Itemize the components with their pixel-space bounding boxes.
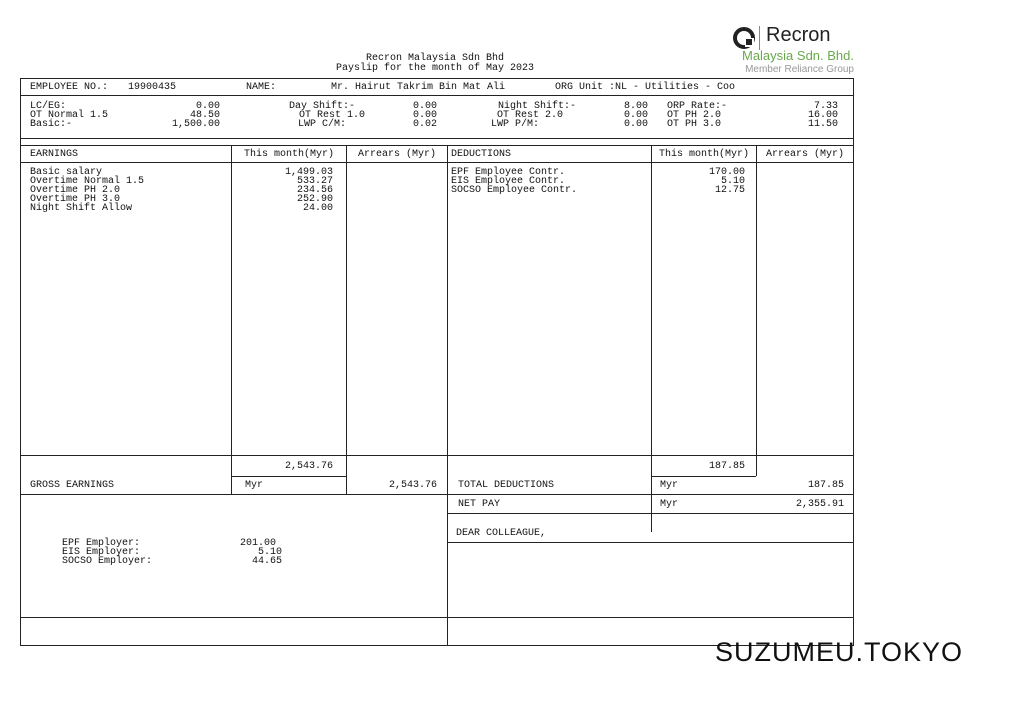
attendance-label: ORP Rate:- bbox=[667, 101, 728, 112]
deduction-label: EIS Employee Contr. bbox=[451, 176, 566, 187]
earning-label: Overtime Normal 1.5 bbox=[30, 176, 145, 187]
gross-earnings-value: 2,543.76 bbox=[388, 480, 437, 491]
attendance-label: OT PH 2.0 bbox=[667, 110, 722, 121]
attendance-label: OT Normal 1.5 bbox=[30, 110, 109, 121]
watermark: SUZUMEU.TOKYO bbox=[715, 637, 964, 667]
employer-label: EIS Employer: bbox=[62, 547, 141, 558]
attendance-value: 0.00 bbox=[412, 101, 437, 112]
employee-no-value: 19900435 bbox=[128, 82, 177, 93]
payslip-title: Payslip for the month of May 2023 bbox=[335, 63, 535, 74]
gross-earnings-label: GROSS EARNINGS bbox=[30, 480, 115, 491]
deduction-label: SOCSO Employee Contr. bbox=[451, 185, 578, 196]
earning-label: Overtime PH 3.0 bbox=[30, 194, 121, 205]
attendance-value: 7.33 bbox=[813, 101, 838, 112]
earnings-this-month-header: This month(Myr) bbox=[243, 149, 334, 160]
deduction-amount: 5.10 bbox=[720, 176, 745, 187]
attendance-value: 0.00 bbox=[623, 110, 648, 121]
earning-label: Overtime PH 2.0 bbox=[30, 185, 121, 196]
employee-name-label: NAME: bbox=[246, 82, 277, 93]
attendance-label: Basic:- bbox=[30, 119, 73, 130]
company-logo bbox=[730, 24, 855, 78]
attendance-label: Night Shift:- bbox=[497, 101, 576, 112]
net-pay-label: NET PAY bbox=[458, 499, 501, 510]
attendance-value: 48.50 bbox=[189, 110, 220, 121]
attendance-value: 0.02 bbox=[412, 119, 437, 130]
earnings-subtotal: 2,543.76 bbox=[284, 461, 333, 472]
earning-label: Night Shift Allow bbox=[30, 203, 133, 214]
company-name: Recron Malaysia Sdn Bhd bbox=[365, 53, 505, 64]
deductions-this-month-header: This month(Myr) bbox=[658, 149, 749, 160]
deductions-arrears-header: Arrears (Myr) bbox=[765, 149, 844, 160]
attendance-label: LC/EG: bbox=[30, 101, 67, 112]
total-deductions-value: 187.85 bbox=[807, 480, 844, 491]
attendance-value: 8.00 bbox=[623, 101, 648, 112]
message: DEAR COLLEAGUE, bbox=[456, 528, 547, 539]
attendance-label: OT Rest 2.0 bbox=[496, 110, 563, 121]
attendance-value: 1,500.00 bbox=[171, 119, 220, 130]
earning-amount: 252.90 bbox=[296, 194, 333, 205]
employee-no-label: EMPLOYEE NO.: bbox=[30, 82, 109, 93]
deduction-label: EPF Employee Contr. bbox=[451, 167, 566, 178]
net-pay-value: 2,355.91 bbox=[795, 499, 844, 510]
net-pay-currency: Myr bbox=[660, 499, 679, 510]
employer-label: EPF Employer: bbox=[62, 538, 141, 549]
attendance-label: Day Shift:- bbox=[288, 101, 355, 112]
employer-value: 5.10 bbox=[257, 547, 282, 558]
logo-divider bbox=[759, 26, 760, 50]
deductions-header: DEDUCTIONS bbox=[451, 149, 512, 160]
earnings-arrears-header: Arrears (Myr) bbox=[357, 149, 436, 160]
employer-value: 201.00 bbox=[240, 538, 277, 549]
gross-currency: Myr bbox=[245, 480, 264, 491]
earning-amount: 234.56 bbox=[296, 185, 333, 196]
attendance-value: 0.00 bbox=[623, 119, 648, 130]
earning-label: Basic salary bbox=[30, 167, 103, 178]
attendance-value: 0.00 bbox=[195, 101, 220, 112]
logo-subtitle: Malaysia Sdn. Bhd. bbox=[741, 48, 854, 63]
attendance-label: LWP P/M: bbox=[490, 119, 539, 130]
attendance-value: 16.00 bbox=[807, 110, 838, 121]
attendance-label: LWP C/M: bbox=[297, 119, 346, 130]
total-deductions-label: TOTAL DEDUCTIONS bbox=[458, 480, 555, 491]
employee-name-value: Mr. Hairut Takrim Bin Mat Ali bbox=[331, 82, 506, 93]
earning-amount: 24.00 bbox=[302, 203, 333, 214]
deductions-subtotal: 187.85 bbox=[708, 461, 745, 472]
attendance-value: 0.00 bbox=[412, 110, 437, 121]
recron-logo-icon bbox=[733, 27, 755, 49]
employer-label: SOCSO Employer: bbox=[62, 556, 153, 567]
earnings-header: EARNINGS bbox=[30, 149, 79, 160]
deductions-currency: Myr bbox=[660, 480, 679, 491]
logo-brand: Recron bbox=[766, 24, 831, 46]
earning-amount: 533.27 bbox=[296, 176, 333, 187]
attendance-label: OT PH 3.0 bbox=[667, 119, 722, 130]
earning-amount: 1,499.03 bbox=[284, 167, 333, 178]
deduction-amount: 170.00 bbox=[708, 167, 745, 178]
employer-value: 44.65 bbox=[251, 556, 282, 567]
attendance-label: OT Rest 1.0 bbox=[298, 110, 365, 121]
org-unit: ORG Unit :NL - Utilities - Coo bbox=[555, 82, 736, 93]
attendance-value: 11.50 bbox=[807, 119, 838, 130]
logo-tagline: Member Reliance Group bbox=[745, 64, 854, 75]
deduction-amount: 12.75 bbox=[714, 185, 745, 196]
